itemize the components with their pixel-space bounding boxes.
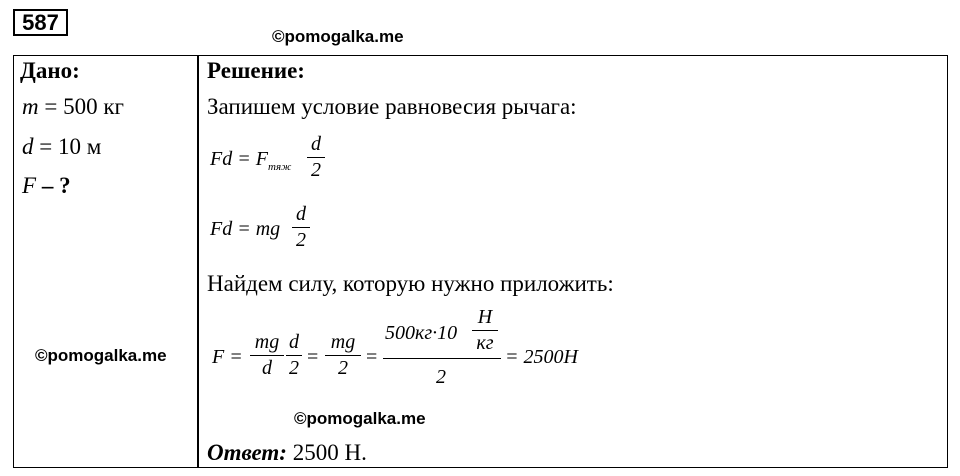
watermark-left: ©pomogalka.me bbox=[35, 346, 167, 365]
equation-3-f1-num: mg bbox=[254, 331, 280, 353]
given-mass-var: m bbox=[22, 94, 39, 119]
equation-1-subscript: тяж bbox=[267, 161, 292, 173]
equation-1-lhs bbox=[210, 148, 291, 171]
given-mass bbox=[22, 94, 124, 120]
equation-3-f2-den: 2 bbox=[289, 357, 299, 379]
equation-3-big-denominator: 2 bbox=[436, 366, 446, 388]
given-unknown-dash: – bbox=[36, 173, 60, 198]
equation-3-big-numerator bbox=[385, 322, 457, 345]
given-length-var: d bbox=[22, 134, 34, 159]
answer-line bbox=[207, 440, 367, 466]
given-header: Дано: bbox=[20, 58, 80, 83]
equation-3-unit-fraction bbox=[472, 306, 498, 355]
equation-3-fraction-1 bbox=[250, 331, 284, 380]
column-divider bbox=[197, 55, 199, 468]
given-length bbox=[22, 134, 101, 160]
equation-3-f3-den: 2 bbox=[338, 357, 348, 379]
equation-3-big-num-text: 500кг·10 bbox=[385, 322, 458, 344]
equation-3-equals-b: = bbox=[366, 346, 378, 368]
equation-3-f1-den: d bbox=[262, 357, 272, 379]
given-unknown-question: ? bbox=[59, 173, 71, 198]
equation-3-unit-den: кг bbox=[476, 332, 494, 354]
equation-3-big-fraction-bar bbox=[383, 358, 501, 359]
equation-3-equals-a: = bbox=[307, 346, 319, 368]
solution-text-force: Найдем силу, которую нужно приложить: bbox=[207, 271, 614, 296]
equation-3-fraction-2 bbox=[286, 331, 302, 380]
equation-3-fraction-3 bbox=[325, 331, 361, 380]
equation-3-f: F = bbox=[212, 346, 243, 368]
given-mass-value: = 500 кг bbox=[38, 94, 124, 119]
given-unknown-var: F bbox=[22, 173, 37, 198]
answer-label: Ответ: bbox=[207, 440, 287, 465]
equation-3-result: = 2500Н bbox=[505, 346, 578, 368]
equation-3-unit-num: Н bbox=[477, 306, 493, 328]
problem-number: 587 bbox=[13, 9, 68, 36]
equation-1-lhs-text: Fd = F bbox=[210, 148, 268, 170]
equation-1-fraction bbox=[307, 133, 325, 182]
equation-3-f3-num: mg bbox=[330, 331, 356, 353]
equation-1-numerator: d bbox=[311, 133, 321, 155]
equation-2-fraction bbox=[292, 203, 310, 252]
solution-text-equilibrium: Запишем условие равновесия рычага: bbox=[207, 94, 577, 119]
watermark-bottom: ©pomogalka.me bbox=[294, 409, 426, 428]
given-unknown bbox=[22, 173, 71, 199]
equation-2-lhs: Fd = mg bbox=[210, 218, 281, 240]
watermark-top: ©pomogalka.me bbox=[272, 27, 404, 46]
equation-1-denominator: 2 bbox=[311, 159, 321, 181]
equation-3-f2-num: d bbox=[289, 331, 299, 353]
solution-header: Решение: bbox=[207, 58, 305, 83]
given-length-value: = 10 м bbox=[33, 134, 102, 159]
equation-2-denominator: 2 bbox=[296, 229, 306, 251]
equation-2-numerator: d bbox=[296, 203, 306, 225]
answer-value: 2500 Н. bbox=[286, 440, 367, 465]
